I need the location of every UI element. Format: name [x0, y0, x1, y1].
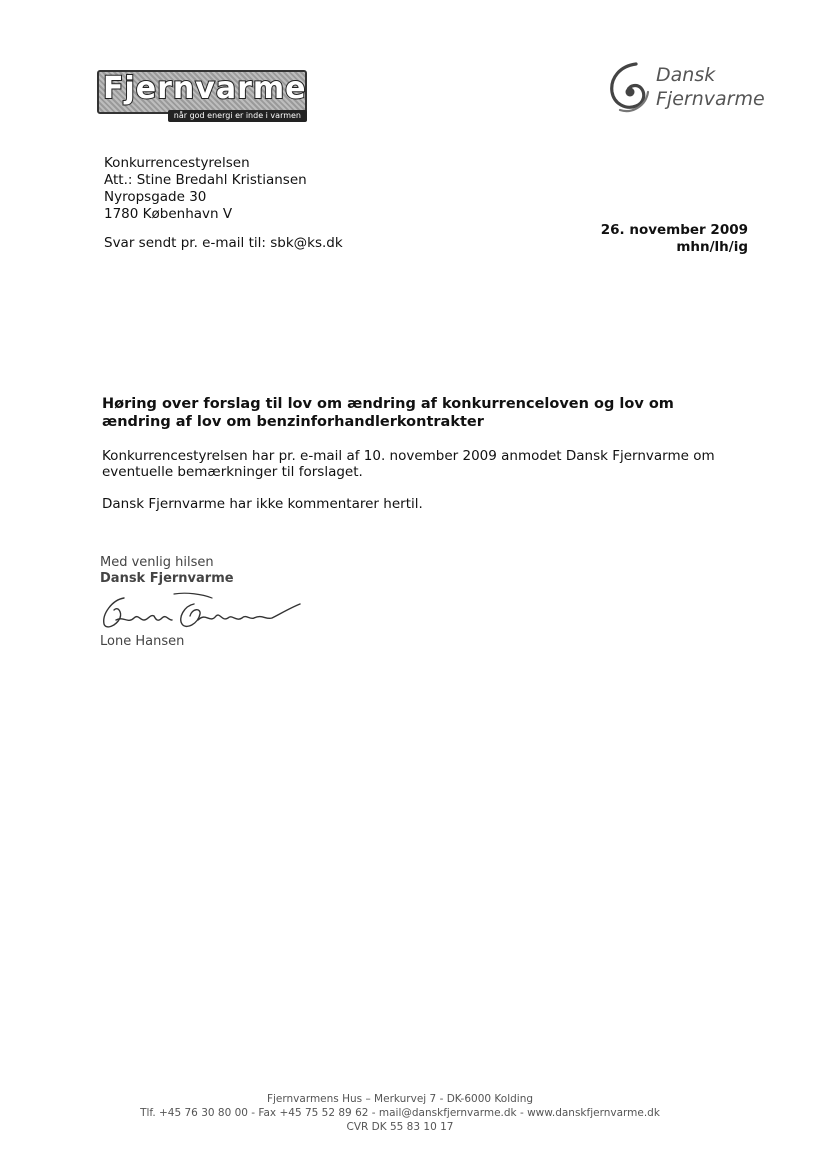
recipient-name: Konkurrencestyrelsen	[104, 155, 250, 171]
dansk-fjernvarme-logo	[606, 60, 766, 120]
recipient-city: 1780 København V	[104, 206, 233, 222]
letter-footer	[0, 1092, 800, 1134]
swirl-logo-icon	[606, 60, 652, 114]
body-paragraph-2: Dansk Fjernvarme har ikke kommentarer hertil.	[102, 496, 423, 512]
letter-date: 26. november 2009	[600, 222, 748, 238]
logo-wordmark: Fjernvarme	[103, 71, 307, 106]
paragraph-1-line-1: Konkurrencestyrelsen har pr. e-mail af 10. november 2009 anmodet Dansk Fjernvarme om	[102, 448, 715, 464]
body-paragraph-1	[102, 448, 742, 480]
closing-greeting: Med venlig hilsen	[100, 555, 214, 570]
reply-note: Svar sendt pr. e-mail til: sbk@ks.dk	[104, 235, 343, 251]
handwritten-signature	[94, 590, 314, 636]
footer-cvr: CVR DK 55 83 10 17	[346, 1121, 454, 1133]
fjernvarme-logo	[97, 70, 307, 122]
closing-organization: Dansk Fjernvarme	[100, 571, 234, 586]
logo-tagline: når god energi er inde i varmen	[168, 110, 307, 122]
recipient-address	[104, 155, 307, 223]
subject-line-2: ændring af lov om benzinforhandlerkontrakter	[102, 414, 484, 430]
footer-address: Fjernvarmens Hus – Merkurvej 7 - DK-6000 Kolding	[266, 1093, 534, 1105]
letter-reference: mhn/lh/ig	[676, 239, 748, 255]
brand-name-line2: Fjernvarme	[656, 88, 765, 110]
letter-meta	[601, 222, 748, 256]
recipient-street: Nyropsgade 30	[104, 189, 207, 205]
signer-name: Lone Hansen	[100, 634, 185, 649]
subject-line-1: Høring over forslag til lov om ændring af konkurrenceloven og lov om	[102, 396, 674, 412]
brand-name-line1: Dansk	[656, 64, 716, 86]
recipient-attention: Att.: Stine Bredahl Kristiansen	[104, 172, 307, 188]
paragraph-1-line-2: eventuelle bemærkninger til forslaget.	[102, 464, 363, 480]
letter-subject	[102, 395, 742, 431]
footer-contact: Tlf. +45 76 30 80 00 - Fax +45 75 52 89 62 - mail@danskfjernvarme.dk - www.danskfjernvarme.dk	[140, 1107, 660, 1119]
